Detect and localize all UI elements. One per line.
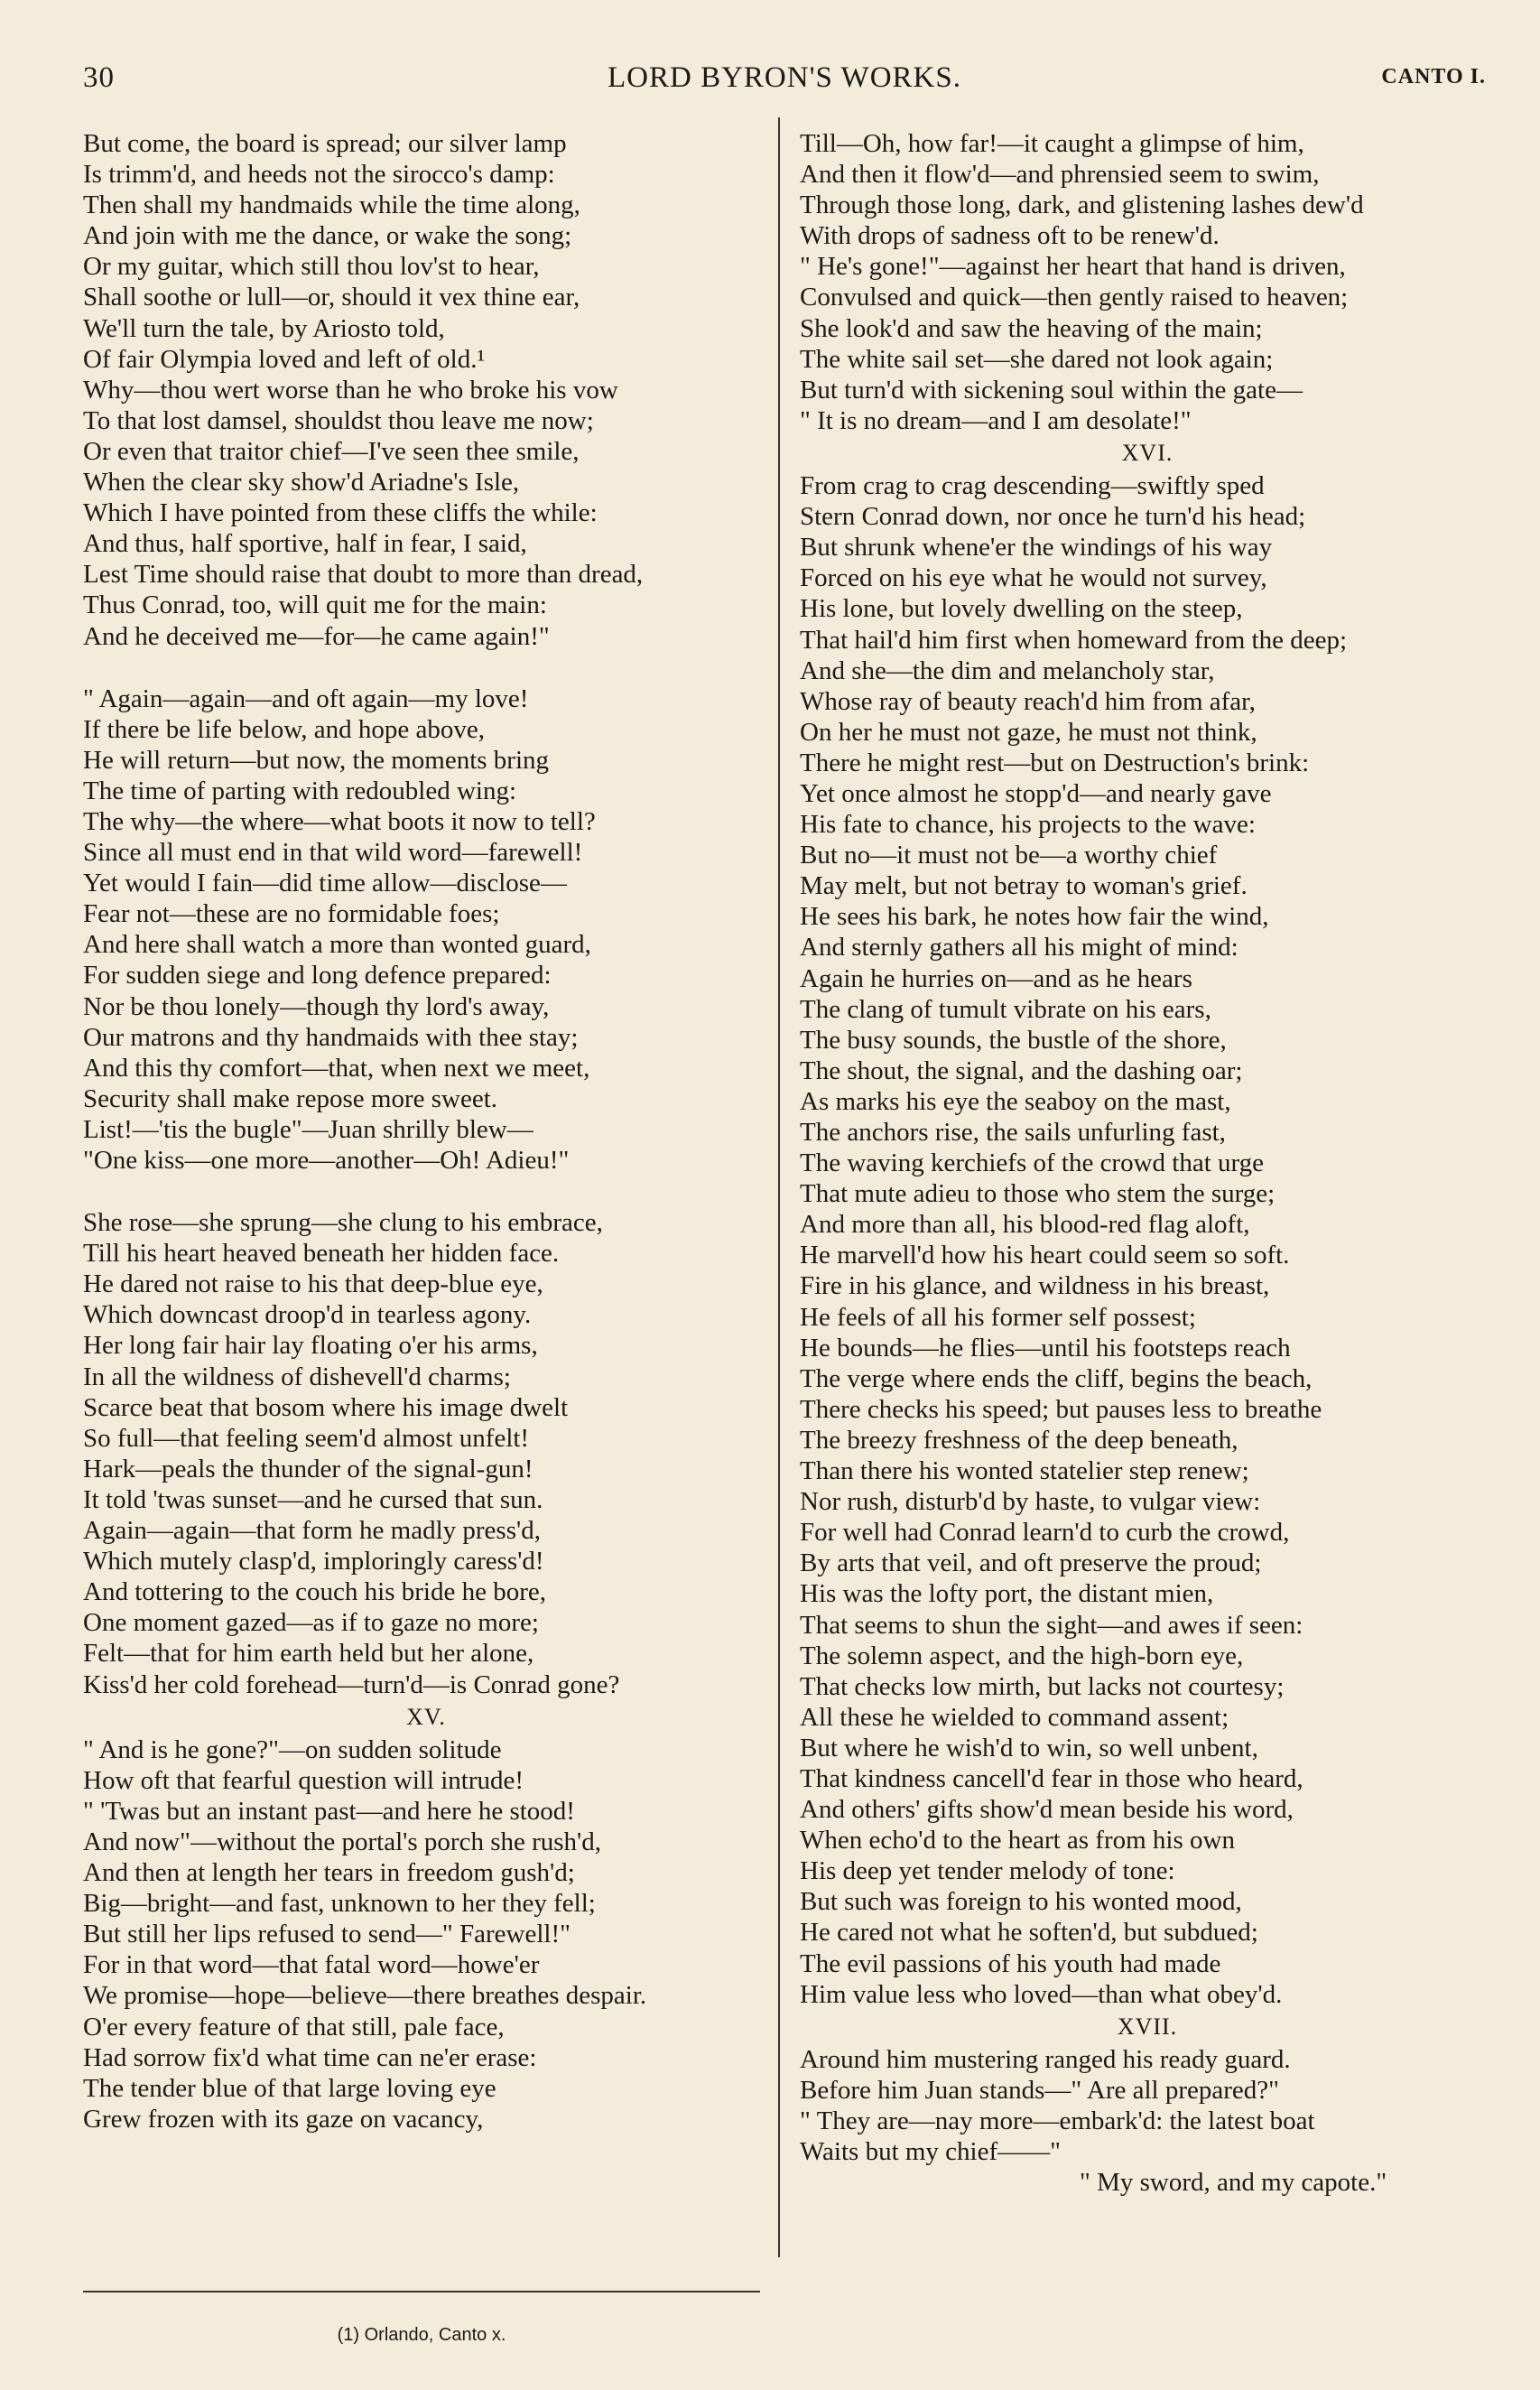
- verse-line: Fire in his glance, and wildness in his breast,: [800, 1271, 1270, 1301]
- verse-line: That kindness cancell'd fear in those who heard,: [800, 1763, 1303, 1793]
- verse-line: For sudden siege and long defence prepared:: [83, 961, 552, 990]
- verse-line: For in that word—that fatal word—howe'er: [83, 1950, 540, 1980]
- verse-line: List!—'tis the bugle"—Juan shrilly blew—: [83, 1114, 533, 1144]
- verse-line: His deep yet tender melody of tone:: [800, 1856, 1175, 1886]
- stanza-number: XVII.: [1117, 2013, 1178, 2040]
- verse-line: The shout, the signal, and the dashing oar;: [800, 1056, 1243, 1085]
- verse-line: Again—again—that form he madly press'd,: [83, 1516, 541, 1546]
- verse-line: Since all must end in that wild word—farewell!: [83, 838, 583, 868]
- verse-line: May melt, but not betray to woman's grief.: [800, 871, 1248, 901]
- verse-line: But no—it must not be—a worthy chief: [800, 841, 1218, 870]
- verse-line: The why—the where—what boots it now to tell?: [83, 806, 596, 836]
- verse-line: Lest Time should raise that doubt to more than dread,: [83, 560, 644, 590]
- verse-line: And he deceived me—for—he came again!": [83, 621, 550, 651]
- verse-line: Shall soothe or lull—or, should it vex thine ear,: [83, 283, 580, 312]
- verse-line: And then it flow'd—and phrensied seem to swim,: [800, 160, 1320, 190]
- verse-line: She look'd and saw the heaving of the main;: [800, 313, 1263, 343]
- verse-line: Felt—that for him earth held but her alone,: [83, 1639, 534, 1669]
- verse-line: There checks his speed; but pauses less to breathe: [800, 1394, 1322, 1424]
- verse-line: With drops of sadness oft to be renew'd.: [800, 221, 1220, 251]
- verse-line: But shrunk whene'er the windings of his way: [800, 533, 1273, 563]
- verse-line: And more than all, his blood-red flag aloft,: [800, 1210, 1250, 1240]
- verse-line: Yet once almost he stopp'd—and nearly gave: [800, 778, 1272, 808]
- verse-line: His was the lofty port, the distant mien,: [800, 1579, 1214, 1609]
- verse-line: We'll turn the tale, by Ariosto told,: [83, 313, 445, 343]
- verse-line: So full—that feeling seem'd almost unfelt!: [83, 1423, 530, 1453]
- verse-line: Till his heart heaved beneath her hidden face.: [83, 1239, 560, 1269]
- verse-line: Security shall make repose more sweet.: [83, 1083, 498, 1113]
- verse-line: As marks his eye the seaboy on the mast,: [800, 1086, 1231, 1116]
- verse-line: "One kiss—one more—another—Oh! Adieu!": [83, 1146, 570, 1175]
- verse-line: His lone, but lovely dwelling on the steep,: [800, 594, 1243, 624]
- verse-line: Then shall my handmaids while the time along,: [83, 191, 580, 220]
- verse-line: O'er every feature of that still, pale face,: [83, 2012, 505, 2041]
- running-title: LORD BYRON'S WORKS.: [608, 61, 961, 94]
- verse-line: Big—bright—and fast, unknown to her they fell;: [83, 1889, 596, 1919]
- verse-line: Grew frozen with its gaze on vacancy,: [83, 2104, 484, 2134]
- verse-line: All these he wielded to command assent;: [800, 1702, 1229, 1732]
- verse-line: " 'Twas but an instant past—and here he stood!: [83, 1796, 575, 1826]
- verse-line: Thus Conrad, too, will quit me for the main:: [83, 591, 547, 620]
- verse-line: And sternly gathers all his might of mind:: [800, 933, 1238, 963]
- verse-line: Why—thou wert worse than he who broke his vow: [83, 375, 618, 405]
- verse-line: Nor rush, disturb'd by haste, to vulgar view:: [800, 1487, 1261, 1517]
- verse-line: Yet would I fain—did time allow—disclose—: [83, 869, 567, 898]
- verse-line: And then at length her tears in freedom gush'd;: [83, 1858, 575, 1888]
- verse-line: But still her lips refused to send—" Farewell!": [83, 1920, 571, 1949]
- verse-line: Which mutely clasp'd, imploringly caress'd!: [83, 1547, 544, 1576]
- verse-line: And this thy comfort—that, when next we meet,: [83, 1053, 590, 1083]
- verse-line: And now"—without the portal's porch she rush'd,: [83, 1827, 602, 1856]
- verse-line: The verge where ends the cliff, begins the beach,: [800, 1363, 1313, 1393]
- verse-line: By arts that veil, and oft preserve the proud;: [800, 1548, 1262, 1578]
- verse-line: " Again—again—and oft again—my love!: [83, 684, 529, 713]
- stanza-number: XVI.: [1121, 439, 1174, 466]
- verse-line: The tender blue of that large loving eye: [83, 2073, 496, 2103]
- stanza-gap: [83, 1176, 769, 1207]
- verse-line: Him value less who loved—than what obey'd.: [800, 1979, 1283, 2009]
- canto-label: CANTO I.: [1381, 65, 1486, 88]
- verse-line: From crag to crag descending—swiftly sped: [800, 471, 1265, 501]
- verse-line: And join with me the dance, or wake the song;: [83, 221, 572, 251]
- verse-line: He sees his bark, he notes how fair the wind,: [800, 902, 1269, 932]
- verse-line: When the clear sky show'd Ariadne's Isle,: [83, 468, 520, 498]
- verse-line: He marvell'd how his heart could seem so soft.: [800, 1241, 1290, 1270]
- left-column: [83, 128, 769, 2134]
- verse-line: That hail'd him first when homeward from the deep;: [800, 625, 1347, 655]
- page-number: 30: [83, 61, 115, 94]
- verse-line: Or even that traitor chief—I've seen thee smile,: [83, 436, 580, 466]
- verse-line: Fear not—these are no formidable foes;: [83, 899, 500, 929]
- verse-line: Through those long, dark, and glistening lashes dew'd: [800, 191, 1364, 220]
- verse-line: The solemn aspect, and the high-born eye,: [800, 1641, 1244, 1670]
- verse-line: Had sorrow fix'd what time can ne'er erase:: [83, 2042, 537, 2072]
- stanza-gap: [83, 652, 769, 684]
- verse-line: Waits but my chief——": [800, 2137, 1061, 2167]
- footnote-rule: [83, 2291, 760, 2292]
- verse-line: Scarce beat that bosom where his image dwelt: [83, 1392, 569, 1422]
- verse-line: But such was foreign to his wonted mood,: [800, 1887, 1242, 1917]
- page-header: [83, 61, 1486, 107]
- verse-line: That seems to shun the sight—and awes if seen:: [800, 1610, 1303, 1640]
- verse-line: In all the wildness of dishevell'd charms;: [83, 1362, 511, 1391]
- verse-line: And thus, half sportive, half in fear, I said,: [83, 529, 527, 559]
- verse-line: On her he must not gaze, he must not think,: [800, 717, 1257, 747]
- verse-line: The white sail set—she dared not look again;: [800, 344, 1274, 374]
- verse-line: Than there his wonted statelier step renew;: [800, 1456, 1249, 1486]
- verse-line: And here shall watch a more than wonted guard,: [83, 930, 591, 960]
- verse-line: Stern Conrad down, nor once he turn'd his head;: [800, 502, 1306, 532]
- verse-line: " They are—nay more—embark'd: the latest boat: [800, 2106, 1315, 2135]
- verse-line: " He's gone!"—against her heart that hand is driven,: [800, 252, 1346, 282]
- verse-line: Or my guitar, which still thou lov'st to hear,: [83, 252, 540, 282]
- verse-line: And others' gifts show'd mean beside his word,: [800, 1795, 1294, 1825]
- footnote: (1) Orlando, Canto x.: [337, 2325, 506, 2345]
- stanza-number: XV.: [406, 1703, 446, 1730]
- verse-line: But turn'd with sickening soul within the gate—: [800, 375, 1303, 405]
- verse-line: But where he wish'd to win, so well unbent,: [800, 1733, 1258, 1762]
- verse-line: Of fair Olympia loved and left of old.¹: [83, 344, 486, 374]
- verse-line: He feels of all his former self possest;: [800, 1302, 1196, 1332]
- verse-line: The breezy freshness of the deep beneath,: [800, 1425, 1238, 1455]
- verse-line: He dared not raise to his that deep-blue eye,: [83, 1269, 543, 1299]
- verse-line: Again he hurries on—and as he hears: [800, 963, 1192, 993]
- verse-line: The evil passions of his youth had made: [800, 1948, 1221, 1978]
- verse-line: The busy sounds, the bustle of the shore,: [800, 1025, 1227, 1055]
- verse-line: Around him mustering ranged his ready guard.: [800, 2044, 1291, 2074]
- verse-line: That checks low mirth, but lacks not courtesy;: [800, 1671, 1285, 1701]
- verse-line: Till—Oh, how far!—it caught a glimpse of him,: [800, 129, 1304, 158]
- verse-line: Forced on his eye what he would not survey,: [800, 563, 1267, 593]
- verse-line: The time of parting with redoubled wing:: [83, 776, 517, 805]
- verse-line: We promise—hope—believe—there breathes despair.: [83, 1981, 647, 2011]
- verse-line: To that lost damsel, shouldst thou leave me now;: [83, 405, 594, 435]
- verse-line: And tottering to the couch his bride he bore,: [83, 1577, 547, 1607]
- verse-line: Before him Juan stands—" Are all prepared?": [800, 2075, 1280, 2105]
- verse-line: Convulsed and quick—then gently raised to heaven;: [800, 283, 1349, 312]
- verse-line: He will return—but now, the moments bring: [83, 745, 550, 775]
- verse-line: " And is he gone?"—on sudden solitude: [83, 1734, 502, 1764]
- verse-line: The anchors rise, the sails unfurling fast,: [800, 1118, 1226, 1147]
- right-column: [800, 128, 1495, 2198]
- verse-line: Is trimm'd, and heeds not the sirocco's damp:: [83, 160, 555, 190]
- verse-line: His fate to chance, his projects to the wave:: [800, 810, 1256, 840]
- verse-line: When echo'd to the heart as from his own: [800, 1826, 1235, 1855]
- verse-line: Nor be thou lonely—though thy lord's away,: [83, 991, 550, 1021]
- verse-line: But come, the board is spread; our silver lamp: [83, 129, 567, 158]
- verse-line: It told 'twas sunset—and he cursed that sun.: [83, 1484, 543, 1514]
- verse-line: " My sword, and my capote.": [1080, 2168, 1387, 2198]
- verse-line: " It is no dream—and I am desolate!": [800, 405, 1192, 435]
- verse-line: Hark—peals the thunder of the signal-gun!: [83, 1454, 533, 1483]
- verse-line: If there be life below, and hope above,: [83, 714, 486, 744]
- verse-line: One moment gazed—as if to gaze no more;: [83, 1608, 539, 1638]
- verse-line: Which downcast droop'd in tearless agony.: [83, 1300, 532, 1330]
- verse-line: Our matrons and thy handmaids with thee stay;: [83, 1022, 579, 1052]
- verse-line: That mute adieu to those who stem the surge;: [800, 1179, 1276, 1209]
- verse-line: How oft that fearful question will intrude!: [83, 1765, 524, 1795]
- verse-line: He bounds—he flies—until his footsteps reach: [800, 1333, 1291, 1362]
- verse-line: And she—the dim and melancholy star,: [800, 656, 1215, 685]
- verse-line: There he might rest—but on Destruction's brink:: [800, 748, 1310, 777]
- verse-line: The waving kerchiefs of the crowd that urge: [800, 1149, 1265, 1178]
- verse-line: Which I have pointed from these cliffs the while:: [83, 498, 598, 528]
- column-divider: [778, 117, 780, 2257]
- verse-line: Her long fair hair lay floating o'er his arms,: [83, 1331, 538, 1361]
- verse-line: Kiss'd her cold forehead—turn'd—is Conrad gone?: [83, 1669, 620, 1699]
- verse-line: She rose—she sprung—she clung to his embrace,: [83, 1208, 603, 1238]
- verse-line: He cared not what he soften'd, but subdued;: [800, 1918, 1258, 1948]
- verse-line: For well had Conrad learn'd to curb the crowd,: [800, 1518, 1290, 1548]
- verse-line: Whose ray of beauty reach'd him from afar,: [800, 686, 1256, 716]
- verse-line: The clang of tumult vibrate on his ears,: [800, 994, 1211, 1024]
